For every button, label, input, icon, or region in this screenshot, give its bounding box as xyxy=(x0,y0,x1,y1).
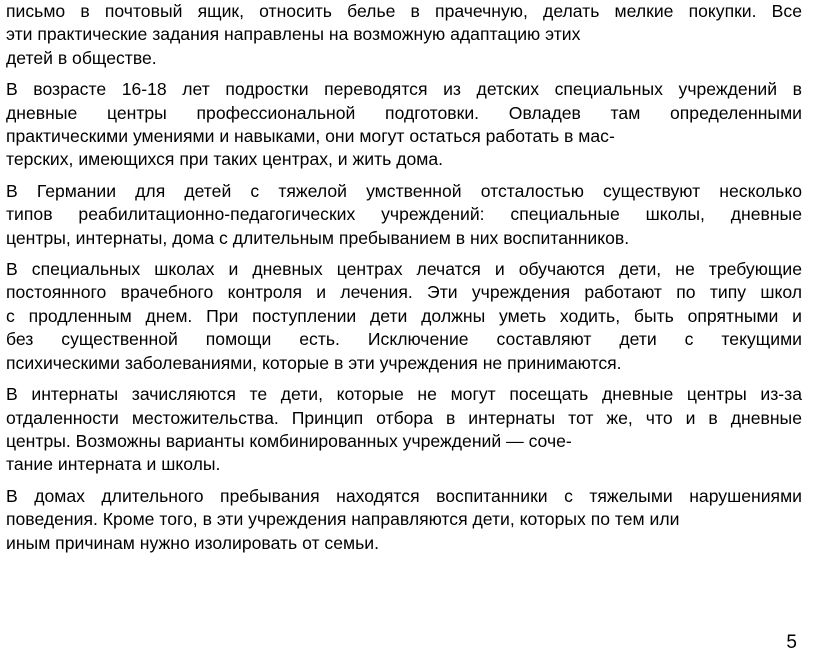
text-line: с продленным днем. При поступлении дети должны уметь ходить, быть опрятными и xyxy=(6,305,802,326)
document-page xyxy=(6,0,802,563)
text-line: типов реабилитационно-педагогических учреждений: специальные школы, дневные xyxy=(6,204,802,225)
text-line: иным причинам нужно изолировать от семьи. xyxy=(6,532,379,553)
paragraph-day-centers xyxy=(6,78,802,172)
text-line: тание интерната и школы. xyxy=(6,454,221,475)
text-line: практическими умениями и навыками, они могут остаться работать в мас- xyxy=(6,126,615,147)
paragraph-special-schools xyxy=(6,258,802,375)
text-line: без существенной помощи есть. Исключение составляют дети с текущими xyxy=(6,329,802,350)
paragraph-practical-tasks xyxy=(6,0,802,70)
paragraph-germany-institutions xyxy=(6,180,802,250)
text-line: В специальных школах и дневных центрах лечатся и обучаются дети, не требующие xyxy=(6,259,802,280)
page-number: 5 xyxy=(786,632,797,653)
text-line: эти практические задания направлены на возможную адаптацию этих xyxy=(6,24,581,45)
text-line: письмо в почтовый ящик, относить белье в прачечную, делать мелкие покупки. Все xyxy=(6,1,802,21)
paragraph-long-stay-homes xyxy=(6,485,802,555)
text-line: центры, интернаты, дома с длительным пребыванием в них воспитанников. xyxy=(6,227,630,248)
text-line: В Германии для детей с тяжелой умственной отсталостью существуют несколько xyxy=(6,180,802,201)
text-line: терских, имеющихся при таких центрах, и жить дома. xyxy=(6,149,444,170)
text-line: дневные центры профессиональной подготовки. Овладев там определенными xyxy=(6,102,802,123)
text-line: поведения. Кроме того, в эти учреждения направляются дети, которых по тем или xyxy=(6,509,680,530)
text-line: В домах длительного пребывания находятся воспитанники с тяжелыми нарушениями xyxy=(6,485,802,506)
paragraph-boarding-schools xyxy=(6,383,802,477)
text-line: отдаленности местожительства. Принцип отбора в интернаты тот же, что и в дневные xyxy=(6,407,802,428)
text-line: постоянного врачебного контроля и лечения. Эти учреждения работают по типу школ xyxy=(6,282,802,303)
text-line: психическими заболеваниями, которые в эти учреждения не принимаются. xyxy=(6,352,622,373)
text-line: центры. Возможны варианты комбинированных учреждений — соче- xyxy=(6,430,572,451)
text-line: В возрасте 16-18 лет подростки переводятся из детских специальных учреждений в xyxy=(6,79,802,100)
text-line: В интернаты зачисляются те дети, которые не могут посещать дневные центры из-за xyxy=(6,384,802,405)
text-line: детей в обществе. xyxy=(6,47,157,68)
